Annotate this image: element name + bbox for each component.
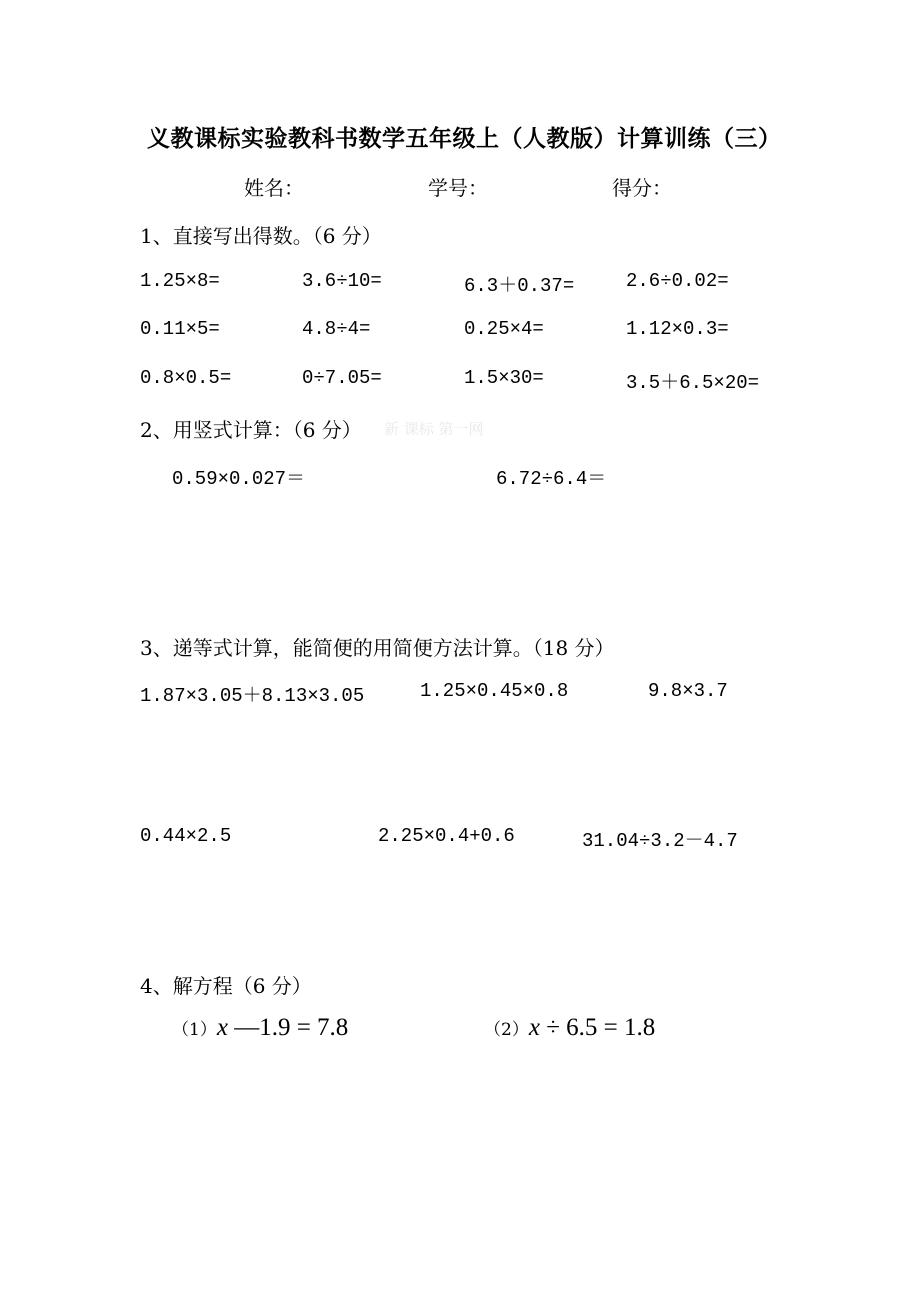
oral-problem: 0.11×5= bbox=[140, 318, 220, 340]
stepwise-problem: 31.04÷3.2－4.7 bbox=[582, 830, 738, 852]
equation-2 bbox=[484, 1014, 655, 1042]
oral-problem: 3.6÷10= bbox=[302, 270, 382, 292]
oral-problem: 0÷7.05= bbox=[302, 367, 382, 389]
equation-variable: x bbox=[528, 1014, 540, 1041]
equation-expression bbox=[217, 1014, 348, 1041]
page-title: 义教课标实验教科书数学五年级上（人教版）计算训练（三） bbox=[147, 125, 782, 152]
oral-problem: 1.25×8= bbox=[140, 270, 220, 292]
equation-variable: x bbox=[216, 1014, 228, 1041]
watermark-text: 新 课标 第一网 bbox=[384, 420, 484, 438]
equation-expression bbox=[529, 1014, 655, 1041]
equation-number: （2） bbox=[484, 1020, 529, 1040]
equation-1 bbox=[172, 1014, 348, 1042]
oral-problem: 4.8÷4= bbox=[302, 318, 371, 340]
section-2-heading: 2、用竖式计算：（6 分） bbox=[140, 418, 362, 442]
stepwise-problem: 9.8×3.7 bbox=[648, 680, 728, 702]
oral-problem: 2.6÷0.02= bbox=[626, 270, 729, 292]
section-4-heading: 4、解方程（6 分） bbox=[140, 974, 312, 998]
oral-problem: 1.12×0.3= bbox=[626, 318, 729, 340]
name-label: 姓名： bbox=[244, 176, 304, 200]
stepwise-problem: 2.25×0.4+0.6 bbox=[378, 825, 515, 847]
vertical-calc-problem: 0.59×0.027＝ bbox=[172, 468, 306, 490]
equation-body: —1.9 = 7.8 bbox=[227, 1014, 349, 1041]
vertical-calc-problem: 6.72÷6.4＝ bbox=[496, 468, 607, 490]
section-1-heading: 1、直接写出得数。（6 分） bbox=[140, 224, 382, 248]
equation-number: （1） bbox=[172, 1020, 217, 1040]
stepwise-problem: 1.25×0.45×0.8 bbox=[420, 680, 569, 702]
oral-problem: 1.5×30= bbox=[464, 367, 544, 389]
score-label: 得分： bbox=[612, 176, 672, 200]
stepwise-problem: 0.44×2.5 bbox=[140, 825, 232, 847]
oral-problem: 0.25×4= bbox=[464, 318, 544, 340]
equation-body: ÷ 6.5 = 1.8 bbox=[539, 1014, 656, 1041]
oral-problem: 6.3＋0.37= bbox=[464, 275, 575, 297]
oral-problem: 0.8×0.5= bbox=[140, 367, 232, 389]
stepwise-problem: 1.87×3.05＋8.13×3.05 bbox=[140, 685, 365, 707]
section-3-heading: 3、递等式计算，能简便的用简便方法计算。（18 分） bbox=[140, 636, 615, 660]
student-number-label: 学号： bbox=[428, 176, 488, 200]
oral-problem: 3.5＋6.5×20= bbox=[626, 372, 760, 394]
